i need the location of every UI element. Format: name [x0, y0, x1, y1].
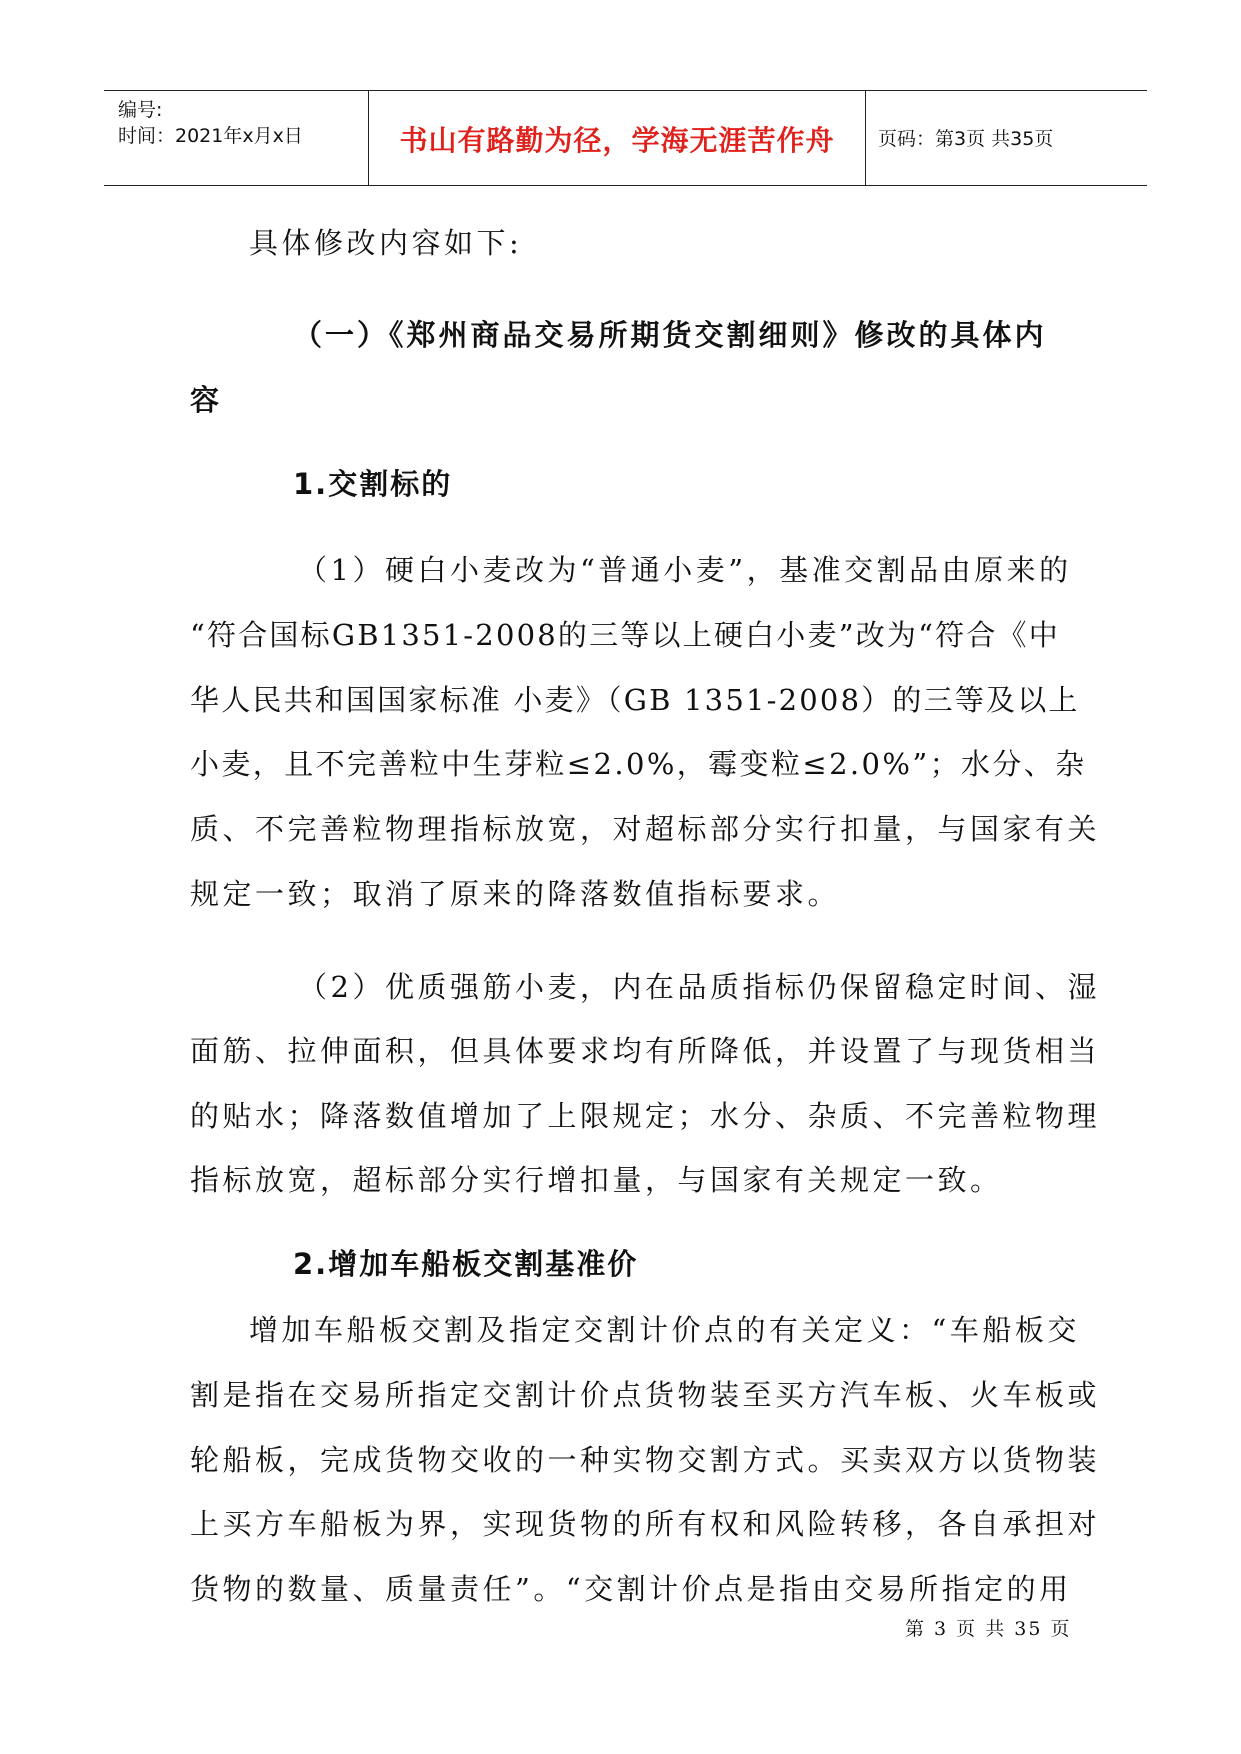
header-middle-cell — [368, 91, 866, 185]
paragraph-line: “符合国标GB1351-2008的三等以上硬白小麦”改为“符合《中 — [190, 618, 1060, 652]
paragraph-line: 的贴水；降落数值增加了上限规定；水分、杂质、不完善粒物理 — [190, 1099, 1101, 1133]
section-title-continued: 容 — [190, 383, 222, 417]
paragraph-line: （1）硬白小麦改为“普通小麦”，基准交割品由原来的 — [298, 553, 1072, 587]
paragraph-line: 华人民共和国国家标准 小麦》（GB 1351-2008）的三等及以上 — [190, 683, 1080, 717]
page-footer: 第 3 页 共 35 页 — [905, 1618, 1072, 1640]
heading-benchmark-price: 2.增加车船板交割基准价 — [293, 1247, 639, 1281]
date-label: 时间：2021年x月x日 — [118, 125, 303, 147]
paragraph-line: 面筋、拉伸面积，但具体要求均有所降低，并设置了与现货相当 — [190, 1034, 1101, 1068]
document-header — [104, 90, 1147, 186]
paragraph-line: 规定一致；取消了原来的降落数值指标要求。 — [190, 877, 841, 911]
paragraph-line: 轮船板，完成货物交收的一种实物交割方式。买卖双方以货物装 — [190, 1443, 1101, 1477]
paragraph-line: （2）优质强筋小麦，内在品质指标仍保留稳定时间、湿 — [298, 970, 1100, 1004]
heading-delivery-subject: 1.交割标的 — [293, 467, 453, 501]
paragraph-line: 小麦，且不完善粒中生芽粒≤2.0%，霉变粒≤2.0%”；水分、杂 — [190, 747, 1087, 781]
serial-number-label: 编号: — [118, 99, 163, 121]
paragraph-line: 货物的数量、质量责任”。“交割计价点是指由交易所指定的用 — [190, 1572, 1072, 1606]
section-title: （一）《郑州商品交易所期货交割细则》修改的具体内 — [293, 318, 1047, 352]
page-code-label: 页码：第3页 共35页 — [878, 128, 1054, 150]
header-motto: 书山有路勤为径，学海无涯苦作舟 — [399, 124, 835, 157]
header-left-cell — [104, 91, 368, 185]
header-right-cell — [864, 91, 1147, 185]
paragraph-line: 质、不完善粒物理指标放宽，对超标部分实行扣量，与国家有关 — [190, 812, 1101, 846]
paragraph-line: 上买方车船板为界，实现货物的所有权和风险转移，各自承担对 — [190, 1507, 1101, 1541]
paragraph-line: 割是指在交易所指定交割计价点货物装至买方汽车板、火车板或 — [190, 1378, 1101, 1412]
paragraph-line: 增加车船板交割及指定交割计价点的有关定义：“车船板交 — [249, 1313, 1080, 1347]
intro-text: 具体修改内容如下: — [249, 226, 523, 260]
paragraph-line: 指标放宽，超标部分实行增扣量，与国家有关规定一致。 — [190, 1163, 1003, 1197]
